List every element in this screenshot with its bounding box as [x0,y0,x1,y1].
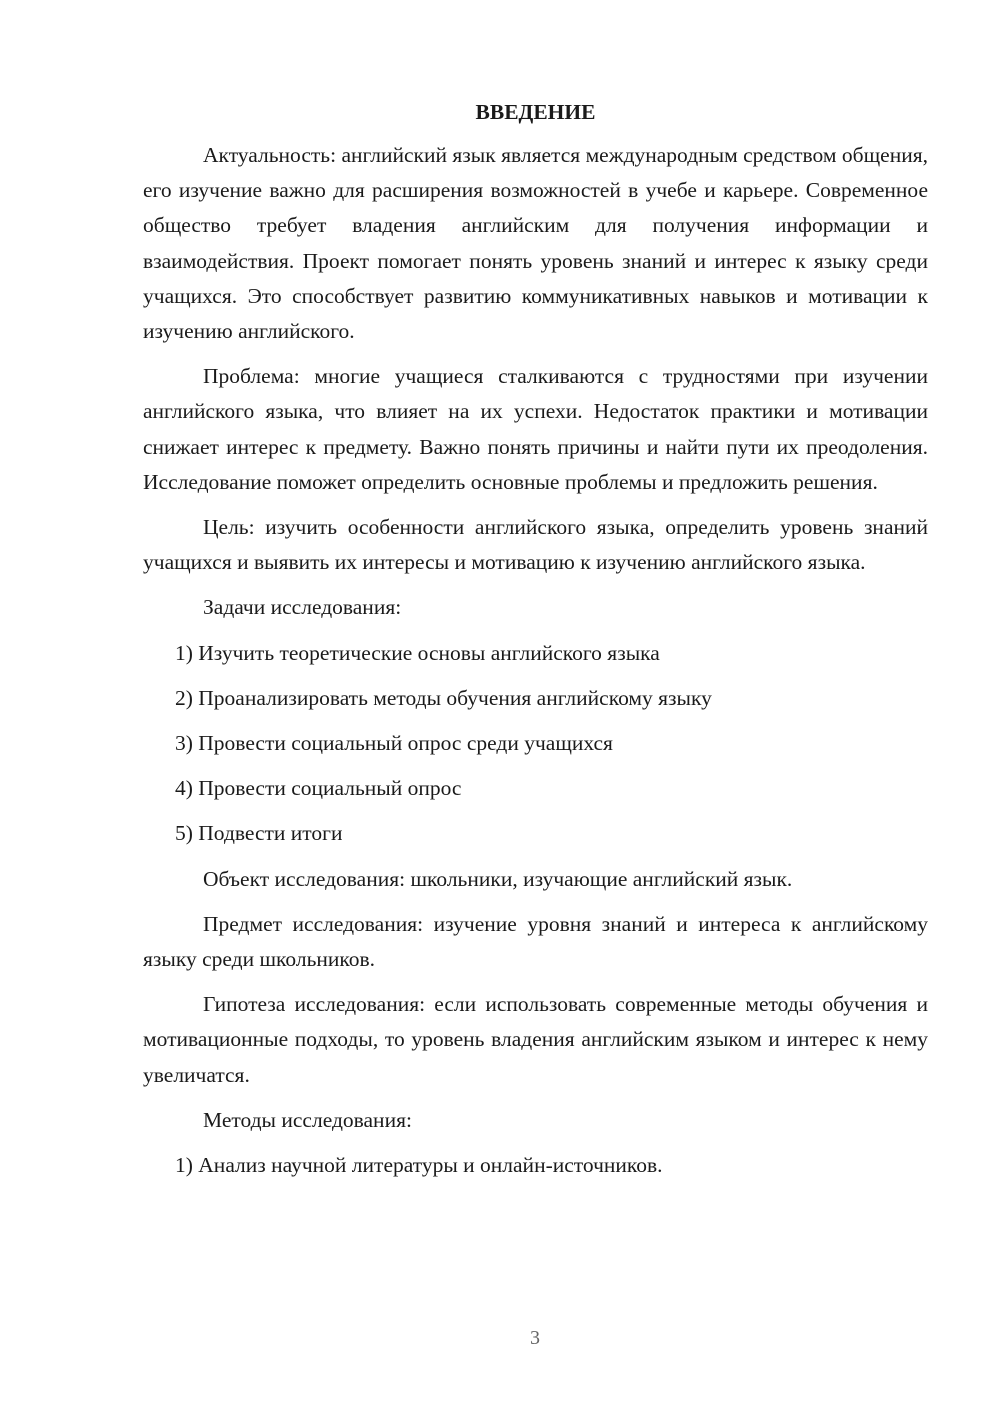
paragraph-problem: Проблема: многие учащиеся сталкиваются с трудностями при изучении английского языка, что влияет на их успехи. Недостаток практики и мотивации снижает интерес к предмету. Важно понять причины и найти пути их преодоления. Исследование поможет определить основные проблемы и предложить решения. [143,364,928,494]
list-item: 4) Провести социальный опрос [175,776,462,801]
methods-heading: Методы исследования: [203,1107,412,1132]
paragraph-hypothesis: Гипотеза исследования: если использовать современные методы обучения и мотивационные подходы, то уровень владения английским языком и интерес к нему увеличатся. [143,992,928,1087]
methods-list [143,1148,928,1183]
list-item: 1) Изучить теоретические основы английского языка [175,640,660,665]
document-page [143,94,928,1193]
paragraph-subject: Предмет исследования: изучение уровня знаний и интереса к английскому языку среди школьников. [143,911,928,972]
paragraph-goal: Цель: изучить особенности английского языка, определить уровень знаний учащихся и выявить их интересы и мотивацию к изучению английского языка. [143,515,928,575]
list-item: 3) Провести социальный опрос среди учащихся [175,731,613,756]
tasks-list [143,636,928,852]
paragraph-object: Объект исследования: школьники, изучающие английский язык. [203,866,793,891]
page-number: 3 [530,1327,540,1349]
tasks-heading: Задачи исследования: [203,595,402,620]
page-title: ВВЕДЕНИЕ [475,100,596,124]
list-item: 5) Подвести итоги [175,821,343,846]
paragraph-relevance: Актуальность: английский язык является международным средством общения, его изучение важно для расширения возможностей в учебе и карьере. Современное общество требует владения английским для получения информации и взаимодействия. Проект помогает понять уровень знаний и интерес к языку среди учащихся. Это способствует развитию коммуникативных навыков и мотивации к изучению английского. [143,143,928,344]
list-item: 2) Проанализировать методы обучения английскому языку [175,685,712,710]
list-item: 1) Анализ научной литературы и онлайн-источников. [175,1153,663,1178]
